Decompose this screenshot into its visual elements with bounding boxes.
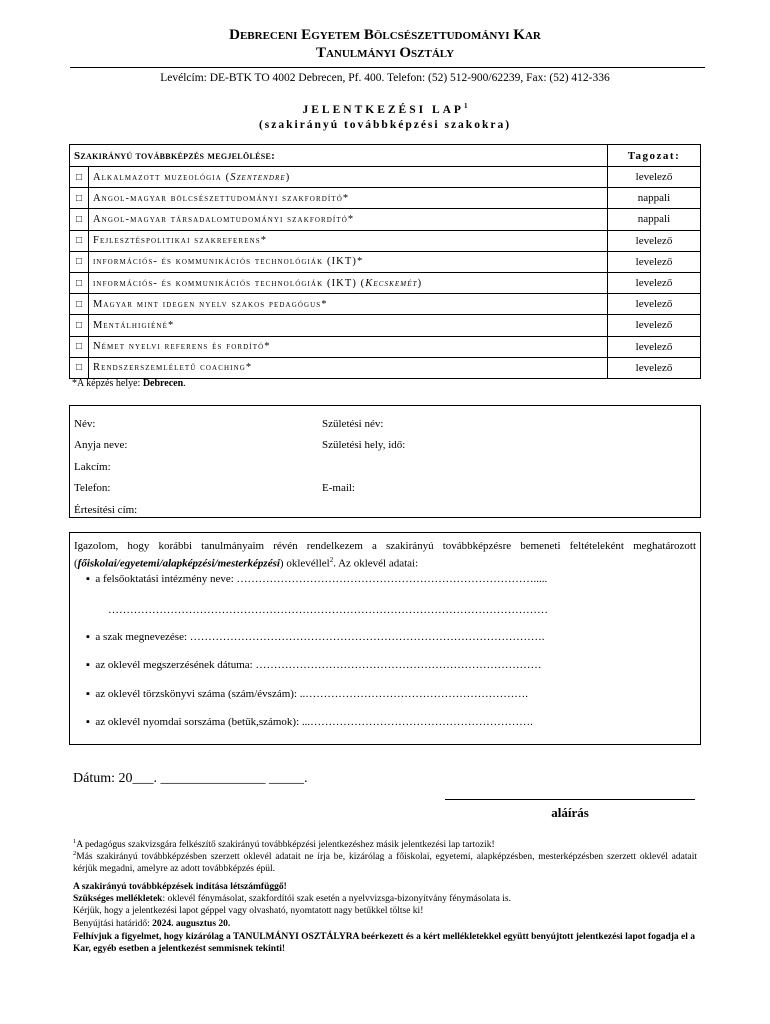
program-checkbox[interactable]: □ [70, 272, 89, 293]
program-mode: levelező [608, 294, 701, 315]
program-name: Angol-magyar társadalomtudományi szakfordító* [89, 209, 608, 230]
degree-date-field[interactable]: ▪ az oklevél megszerzésének dátuma: …………………………………………………………………… [86, 659, 542, 671]
program-mode: levelező [608, 272, 701, 293]
program-checkbox[interactable]: □ [70, 357, 89, 378]
program-checkbox[interactable]: □ [70, 167, 89, 188]
program-checkbox[interactable]: □ [70, 251, 89, 272]
program-checkbox[interactable]: □ [70, 188, 89, 209]
program-row [70, 315, 701, 336]
program-row [70, 336, 701, 357]
institution-field[interactable]: ▪ a felsőoktatási intézmény neve: ………………………………………………………………………..... [86, 573, 548, 585]
degree-intro: Igazolom, hogy korábbi tanulmányaim révén rendelkezem a szakirányú továbbképzésre bemeneti feltételeként meghatározott (főiskolai/egyetemi/alapképzési/mesterképzési) oklevéllel$^2$. Az oklevél adatai: [74, 540, 696, 570]
notify-address-field[interactable]: Értesítési cím: [74, 504, 138, 516]
program-name: Alkalmazott muzeológia (Szentendre) [89, 167, 608, 188]
address-field[interactable]: Lakcím: [74, 461, 111, 473]
program-checkbox[interactable]: □ [70, 315, 89, 336]
bullet-icon: ▪ [86, 716, 90, 728]
bullet-icon: ▪ [86, 573, 90, 585]
phone-field[interactable]: Telefon: [74, 482, 111, 494]
personal-data-box [69, 405, 701, 518]
registry-number-field[interactable]: ▪ az oklevél törzskönyvi száma (szám/évszám): ..……………………………………………………. [86, 688, 528, 700]
program-row [70, 230, 701, 251]
program-name: Fejlesztéspolitikai szakreferens* [89, 230, 608, 251]
program-row [70, 167, 701, 188]
date-field[interactable]: Dátum: 20___. _______________ _____. [73, 771, 308, 786]
program-mode: levelező [608, 336, 701, 357]
bullet-icon: ▪ [86, 631, 90, 643]
form-title-footnote-mark: 1 [463, 102, 468, 110]
program-name: Rendszerszemléletű coaching* [89, 357, 608, 378]
program-name: információs- és kommunikációs technológiák (IKT) (Kecskemét) [89, 272, 608, 293]
deadline-note: Benyújtási határidő: 2024. augusztus 20. [73, 919, 231, 929]
header-divider [70, 67, 705, 68]
signature-label: aláírás [551, 805, 589, 820]
program-table [69, 144, 701, 379]
program-checkbox[interactable]: □ [70, 294, 89, 315]
program-mode: nappali [608, 209, 701, 230]
program-checkbox[interactable]: □ [70, 209, 89, 230]
program-mode: levelező [608, 230, 701, 251]
institution-continuation-line[interactable]: ………………………………………………………………………………………………………… [108, 604, 548, 616]
campus-note: *A képzés helye: Debrecen. [72, 378, 186, 389]
degree-box [69, 532, 701, 745]
program-name: Magyar mint idegen nyelv szakos pedagógus* [89, 294, 608, 315]
major-field[interactable]: ▪ a szak megnevezése: ……………………………………………………………………………………. [86, 631, 545, 643]
bullet-icon: ▪ [86, 659, 90, 671]
signature-line[interactable] [445, 799, 695, 800]
header-title-line2: Tanulmányi Osztály [315, 45, 455, 61]
program-column-header: Szakirányú továbbképzés megjelölése: [70, 145, 608, 167]
form-title-main: JELENTKEZÉSI LAP [302, 103, 464, 116]
birth-name-field[interactable]: Születési név: [322, 418, 384, 430]
program-row [70, 357, 701, 378]
email-field[interactable]: E-mail: [322, 482, 355, 494]
program-mode: levelező [608, 251, 701, 272]
program-name: Mentálhigiéné* [89, 315, 608, 336]
program-row [70, 209, 701, 230]
program-name: Angol-magyar bölcsészettudományi szakfordító* [89, 188, 608, 209]
fill-request-note: Kérjük, hogy a jelentkezési lapot géppel vagy olvasható, nyomtatott nagy betűkkel töltse ki! [73, 906, 424, 916]
name-field[interactable]: Név: [74, 418, 96, 430]
program-mode: nappali [608, 188, 701, 209]
form-subtitle: (szakirányú továbbképzési szakokra) [258, 118, 512, 131]
form-title [0, 99, 770, 133]
limit-note: A szakirányú továbbképzések indítása létszámfüggő! [73, 882, 287, 892]
header-address: Levélcím: DE-BTK TO 4002 Debrecen, Pf. 400. Telefon: (52) 512-900/62239, Fax: (52) 412-336 [160, 72, 610, 84]
header-title-line1: Debreceni Egyetem Bölcsészettudományi Kar [229, 27, 541, 43]
program-mode: levelező [608, 357, 701, 378]
program-table-header [70, 145, 701, 167]
serial-number-field[interactable]: ▪ az oklevél nyomdai sorszáma (betűk,számok): ...……………………………………………………. [86, 716, 533, 728]
program-checkbox[interactable]: □ [70, 336, 89, 357]
bullet-icon: ▪ [86, 688, 90, 700]
program-mode: levelező [608, 167, 701, 188]
header-title [0, 26, 770, 62]
footnote-2: $^2$Más szakirányú továbbképzésben szerzett oklevél adatait ne írja be, kizárólag a főiskolai, egyetemi, alapképzésben, mesterképzésben szerzett oklevél adatait kérjük megadni, amelyre az adott továbbképzés épül. [73, 850, 697, 875]
program-row [70, 294, 701, 315]
program-row [70, 272, 701, 293]
mother-name-field[interactable]: Anyja neve: [74, 439, 128, 451]
birth-place-field[interactable]: Születési hely, idő: [322, 439, 406, 451]
warning-note: Felhívjuk a figyelmet, hogy kizárólag a TANULMÁNYI OSZTÁLYRA beérkezett és a kért mellékletekkel együtt benyújtott jelentkezési lapot fogadja el a Kar, egyéb esetben a jelentkezést semmisnek tekinti! [73, 932, 696, 954]
program-name: információs- és kommunikációs technológiák (IKT)* [89, 251, 608, 272]
footnote-1: $^1$A pedagógus szakvizsgára felkészítő szakirányú továbbképzési jelentkezéshez másik jelentkezési lap tartozik! [73, 838, 495, 851]
attachments-note: Szükséges mellékletek: oklevél fénymásolat, szakfordítói szak esetén a nyelvvizsga-bizonyítvány fénymásolata is. [73, 894, 511, 904]
program-row [70, 251, 701, 272]
program-mode: levelező [608, 315, 701, 336]
mode-column-header: Tagozat: [608, 145, 701, 167]
program-row [70, 188, 701, 209]
program-name: Német nyelvi referens és fordító* [89, 336, 608, 357]
program-checkbox[interactable]: □ [70, 230, 89, 251]
